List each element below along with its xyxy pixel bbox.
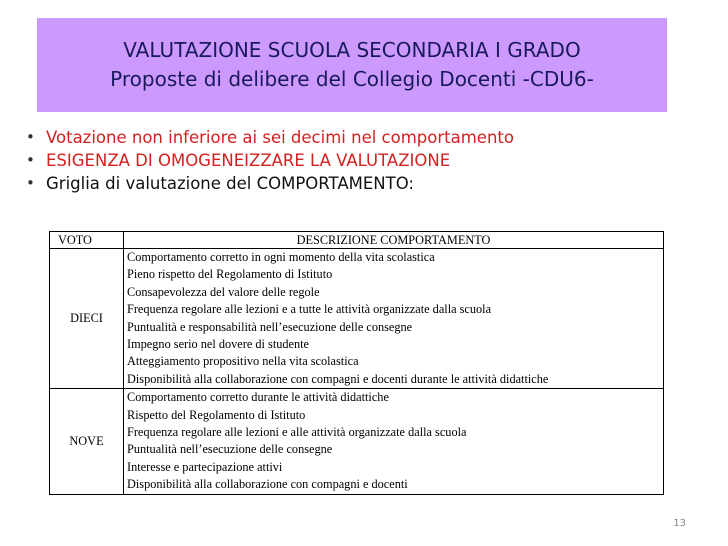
slide-subtitle: Proposte di delibere del Collegio Docenti -CDU6- <box>110 67 594 91</box>
slide-title: VALUTAZIONE SCUOLA SECONDARIA I GRADO <box>123 38 581 62</box>
description-line: Impegno serio nel dovere di studente <box>127 337 310 352</box>
description-line: Disponibilità alla collaborazione con compagni e docenti <box>127 477 408 492</box>
description-line: Frequenza regolare alle lezioni e alle attività organizzate dalla scuola <box>127 425 467 440</box>
behavior-grid-table <box>49 231 664 495</box>
bullet-text: ESIGENZA DI OMOGENEIZZARE LA VALUTAZIONE <box>46 151 451 170</box>
description-line: Comportamento corretto in ogni momento della vita scolastica <box>127 250 435 264</box>
bullet-text: Votazione non inferiore ai sei decimi nel comportamento <box>46 128 514 147</box>
bullet-item <box>26 149 708 172</box>
bullet-item <box>26 126 708 149</box>
bullet-list <box>26 126 708 195</box>
description-line: Pieno rispetto del Regolamento di Istituto <box>127 267 333 282</box>
header-voto: VOTO <box>50 232 124 249</box>
description-line: Puntualità e responsabilità nell’esecuzione delle consegne <box>127 319 413 334</box>
description-line: Disponibilità alla collaborazione con compagni e docenti durante le attività didattiche <box>127 371 549 386</box>
description-line: Rispetto del Regolamento di Istituto <box>127 407 306 422</box>
description-cell <box>124 389 664 494</box>
bullet-item <box>26 172 708 195</box>
bullet-text: Griglia di valutazione del COMPORTAMENTO: <box>46 174 414 193</box>
description-line: Comportamento corretto durante le attività didattiche <box>127 390 389 405</box>
table-row <box>50 389 664 494</box>
vote-cell: DIECI <box>50 249 124 389</box>
slide-title-box <box>37 18 667 112</box>
description-line: Frequenza regolare alle lezioni e a tutte le attività organizzate dalla scuola <box>127 302 492 317</box>
table-row <box>50 249 664 389</box>
description-line: Consapevolezza del valore delle regole <box>127 284 320 299</box>
vote-cell: NOVE <box>50 389 124 494</box>
description-line: Puntualità nell’esecuzione delle consegne <box>127 442 333 457</box>
bullet-dot-icon: • <box>26 128 35 146</box>
header-descrizione: DESCRIZIONE COMPORTAMENTO <box>124 232 664 249</box>
description-line: Interesse e partecipazione attivi <box>127 459 283 474</box>
page-number: 13 <box>673 518 686 529</box>
description-cell <box>124 249 664 389</box>
bullet-dot-icon: • <box>26 174 35 192</box>
description-line: Atteggiamento propositivo nella vita scolastica <box>127 354 359 369</box>
table-header-row <box>50 232 664 249</box>
bullet-dot-icon: • <box>26 151 35 169</box>
